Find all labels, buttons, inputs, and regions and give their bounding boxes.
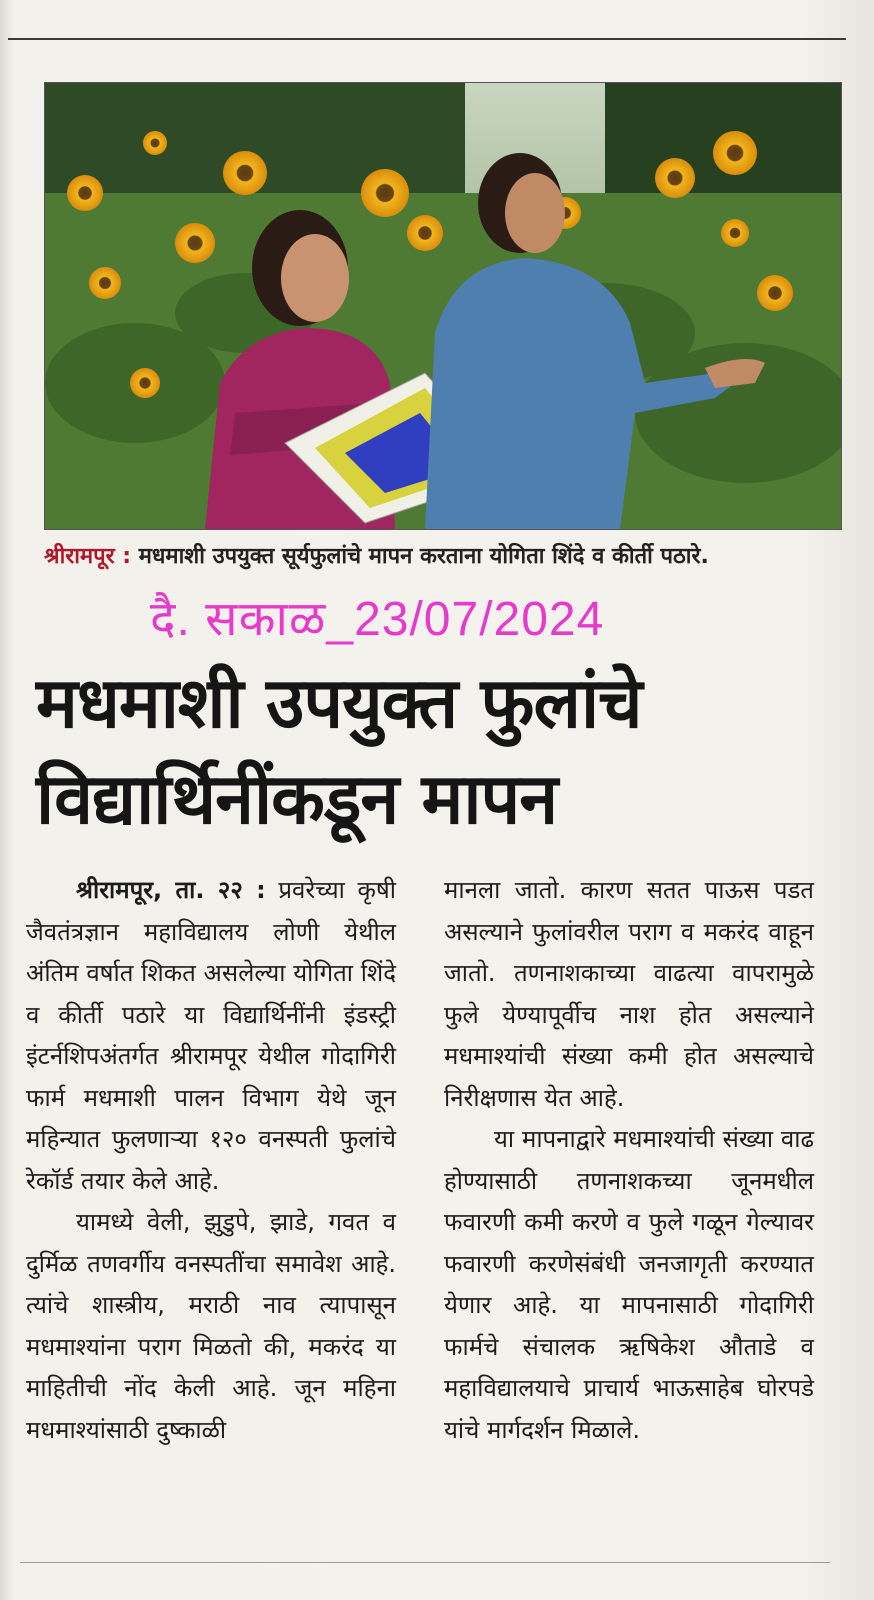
article-dateline: श्रीरामपूर, ता. २२ : — [76, 876, 266, 904]
photo-caption — [44, 540, 840, 574]
top-rule — [8, 38, 846, 40]
news-photo — [44, 82, 842, 530]
article-paragraph-2: यामध्ये वेली, झुडुपे, झाडे, गवत व दुर्मिळ तणवर्गीय वनस्पतींचा समावेश आहे. त्यांचे शास्त्रीय, मराठी नाव त्यापासून मधमाश्यांना पराग मिळतो की, मकरंद या माहितीची नोंद केली आहे. जून महिना मधमाश्यांसाठी दुष्काळी — [26, 1208, 396, 1444]
caption-place: श्रीरामपूर : — [44, 544, 132, 569]
article-column-left — [26, 870, 396, 1451]
article-paragraph-3: मानला जातो. कारण सतत पाऊस पडत असल्याने फुलांवरील पराग व मकरंद वाहून जातो. तणनाशकाच्या वाढत्या वापरामुळे फुले येण्यापूर्वीच नाश होत असल्याने मधमाश्यांची संख्या कमी होत असल्याचे निरीक्षणास येत आहे. — [444, 876, 814, 1112]
article-paragraph-4: या मापनाद्वारे मधमाश्यांची संख्या वाढ होण्यासाठी तणनाशकच्या जूनमधील फवारणी कमी करणे व फुले गळून गेल्यावर फवारणी करणेसंबंधी जनजागृती करण्यात येणार आहे. या मापनासाठी गोदागिरी फार्मचे संचालक ऋषिकेश औताडे व महाविद्यालयाचे प्राचार्य भाऊसाहेब घोरपडे यांचे मार्गदर्शन मिळाले. — [444, 1125, 814, 1444]
sunflower-field-illustration — [45, 83, 841, 529]
bottom-rule — [20, 1562, 830, 1563]
headline-line-2: विद्यार्थिनींकडून मापन — [36, 758, 558, 840]
headline-line-1: मधमाशी उपयुक्त फुलांचे — [36, 662, 642, 744]
article-column-right — [444, 870, 814, 1451]
source-date-stamp: दै. सकाळ_23/07/2024 — [150, 593, 605, 646]
article-paragraph-1 — [26, 870, 396, 1202]
caption-text: मधमाशी उपयुक्त सूर्यफुलांचे मापन करताना योगिता शिंदे व कीर्ती पठारे. — [131, 544, 709, 569]
headline — [36, 655, 846, 847]
article-paragraph-1-text: प्रवरेच्या कृषी जैवतंत्रज्ञान महाविद्यालय लोणी येथील अंतिम वर्षात शिकत असलेल्या योगिता शिंदे व कीर्ती पठारे या विद्यार्थिनींनी इंडस्ट्री इंटर्नशिपअंतर्गत श्रीरामपूर येथील गोदागिरी फार्म मधमाशी पालन विभाग येथे जून महिन्यात फुलणाऱ्या १२० वनस्पती फुलांचे रेकॉर्ड तयार केले आहे. — [26, 876, 397, 1195]
